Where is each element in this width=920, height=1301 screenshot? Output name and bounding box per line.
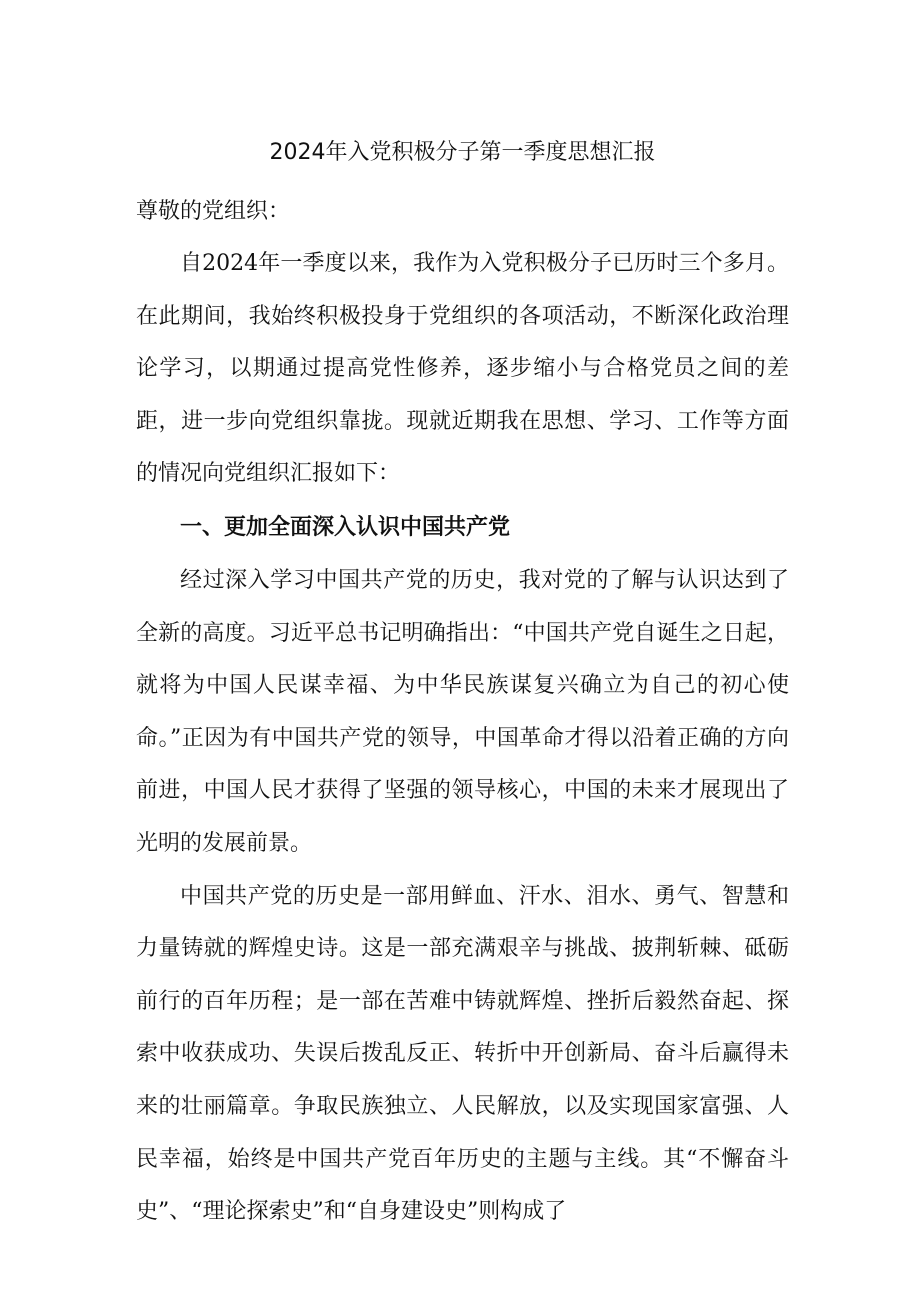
body-paragraph-2: 中国共产党的历史是一部用鲜血、汗水、泪水、勇气、智慧和力量铸就的辉煌史诗。这是一部充满艰辛与挑战、披荆斩棘、砥砺前行的百年历程；是一部在苦难中铸就辉煌、挫折后毅然奋起、探索中收获成功、失误后拨乱反正、转折中开创新局、奋斗后赢得未来的壮丽篇章。争取民族独立、人民解放，以及实现国家富强、人民幸福，始终是中国共产党百年历史的主题与主线。其“不懈奋斗史”、“理论探索史”和“自身建设史”则构成了 xyxy=(136,883,789,1225)
body-paragraph-1: 经过深入学习中国共产党的历史，我对党的了解与认识达到了全新的高度。习近平总书记明确指出：“中国共产党自诞生之日起，就将为中国人民谋幸福、为中华民族谋复兴确立为自己的初心使命。”正因为有中国共产党的领导，中国革命才得以沿着正确的方向前进，中国人民才获得了坚强的领导核心，中国的未来才展现出了光明的发展前景。 xyxy=(136,567,789,856)
document-title: 2024年入党积极分子第一季度思想汇报 xyxy=(269,140,656,165)
salutation: 尊敬的党组织： xyxy=(136,199,291,224)
intro-paragraph: 自2024年一季度以来，我作为入党积极分子已历时三个多月。在此期间，我始终积极投身于党组织的各项活动，不断深化政治理论学习，以期通过提高党性修养，逐步缩小与合格党员之间的差距，进一步向党组织靠拢。现就近期我在思想、学习、工作等方面的情况向党组织汇报如下： xyxy=(136,251,789,487)
document-page xyxy=(136,128,789,1239)
section-heading: 一、更加全面深入认识中国共产党 xyxy=(180,514,511,540)
